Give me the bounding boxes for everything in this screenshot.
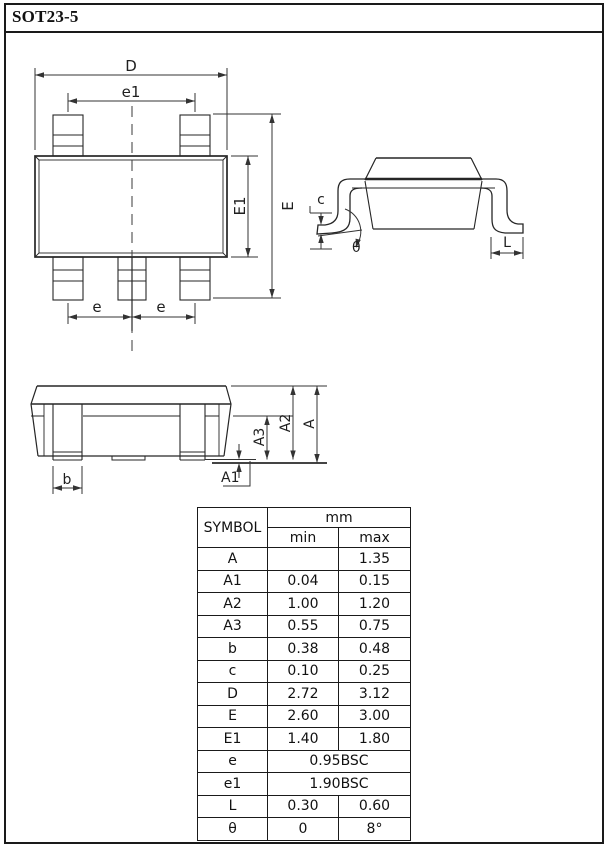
dim-label-A3: A3 <box>252 427 268 447</box>
cell-min: 0.55 <box>268 615 339 638</box>
table-row <box>198 660 411 683</box>
side-view-lead-right <box>479 179 523 233</box>
cell-max: 1.80 <box>339 728 411 751</box>
cell-span-value: 0.95BSC <box>268 750 411 773</box>
dim-label-c: c <box>317 192 325 208</box>
table-row <box>198 570 411 593</box>
cell-symbol: θ <box>198 818 268 841</box>
top-view-drawing <box>35 57 297 352</box>
cell-max: 0.60 <box>339 795 411 818</box>
table-row <box>198 615 411 638</box>
dimensions-table-wrap <box>197 507 411 841</box>
table-row <box>198 683 411 706</box>
cell-max: 3.00 <box>339 705 411 728</box>
cell-symbol: e1 <box>198 773 268 796</box>
cell-min: 0 <box>268 818 339 841</box>
table-row <box>198 638 411 661</box>
table-row <box>198 593 411 616</box>
header-max: max <box>339 528 411 548</box>
cell-min: 2.60 <box>268 705 339 728</box>
cell-max: 0.75 <box>339 615 411 638</box>
cell-min: 0.04 <box>268 570 339 593</box>
dim-label-b: b <box>62 472 72 488</box>
cell-min: 0.10 <box>268 660 339 683</box>
cell-symbol: A1 <box>198 570 268 593</box>
dim-label-e-right: e <box>156 298 166 316</box>
front-view-body <box>31 386 231 460</box>
cell-symbol: E <box>198 705 268 728</box>
dim-label-theta: θ <box>352 240 361 256</box>
cell-symbol: b <box>198 638 268 661</box>
cell-max: 8° <box>339 818 411 841</box>
cell-span-value: 1.90BSC <box>268 773 411 796</box>
table-row <box>198 750 411 773</box>
header-min: min <box>268 528 339 548</box>
cell-max: 1.35 <box>339 548 411 571</box>
dimension-D <box>35 68 227 150</box>
header-symbol: SYMBOL <box>198 508 268 548</box>
table-header-row-1 <box>198 508 411 528</box>
table-row <box>198 548 411 571</box>
cell-min <box>268 548 339 571</box>
cell-max: 1.20 <box>339 593 411 616</box>
cell-min: 2.72 <box>268 683 339 706</box>
dim-label-E1: E1 <box>231 196 249 216</box>
table-row <box>198 818 411 841</box>
table-row <box>198 705 411 728</box>
page-title: SOT23-5 <box>12 7 79 26</box>
side-view-body <box>352 158 495 229</box>
cell-max: 0.15 <box>339 570 411 593</box>
front-view-leads <box>53 404 205 460</box>
cell-max: 0.48 <box>339 638 411 661</box>
dimension-c <box>310 206 332 249</box>
header-unit: mm <box>268 508 411 528</box>
cell-symbol: e <box>198 750 268 773</box>
dim-label-e-left: e <box>92 298 102 316</box>
table-row <box>198 795 411 818</box>
top-view-body <box>35 156 227 257</box>
dim-label-A2: A2 <box>278 413 294 433</box>
side-view-drawing <box>310 158 523 259</box>
dim-label-L: L <box>503 235 511 251</box>
cell-symbol: A3 <box>198 615 268 638</box>
cell-min: 0.30 <box>268 795 339 818</box>
cell-symbol: c <box>198 660 268 683</box>
table-row <box>198 728 411 751</box>
cell-min: 1.40 <box>268 728 339 751</box>
cell-symbol: A <box>198 548 268 571</box>
cell-max: 3.12 <box>339 683 411 706</box>
cell-symbol: A2 <box>198 593 268 616</box>
dim-label-D: D <box>125 57 137 75</box>
cell-symbol: D <box>198 683 268 706</box>
dim-label-e1: e1 <box>121 83 141 101</box>
cell-symbol: E1 <box>198 728 268 751</box>
front-view-drawing <box>31 386 327 494</box>
dim-label-A1: A1 <box>221 470 240 486</box>
dim-label-A: A <box>302 419 318 429</box>
table-row <box>198 773 411 796</box>
cell-symbol: L <box>198 795 268 818</box>
cell-max: 0.25 <box>339 660 411 683</box>
dimensions-table <box>197 507 411 841</box>
cell-min: 1.00 <box>268 593 339 616</box>
cell-min: 0.38 <box>268 638 339 661</box>
dim-label-E: E <box>279 201 297 211</box>
